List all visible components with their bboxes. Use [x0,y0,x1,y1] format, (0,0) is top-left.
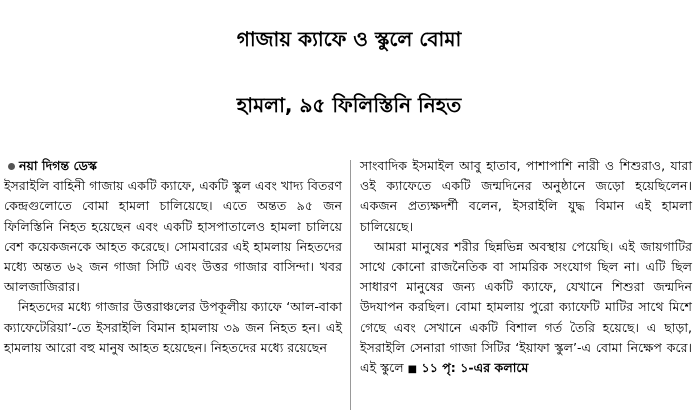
article-left-column [4,156,342,358]
byline [4,156,342,176]
byline-text: নয়া দিগন্ত ডেস্ক [19,158,97,173]
bullet-icon [8,163,15,170]
triangle-icon: ■ [407,364,418,376]
headline-line-1: গাজায় ক্যাফে ও স্কুলে বোমা [236,27,462,51]
paragraph-4 [360,237,692,380]
article-right-column [360,156,692,380]
paragraph-2: নিহতদের মধ্যে গাজার উত্তরাঞ্চলের উপকূলীয় ক্যাফে ‘আল-বাকা ক্যাফেটেরিয়া’-তে ইসরাইলি বিমান হামলায় ৩৯ জন নিহত হন। এই হামলায় আরো বহু মানুষ আহত হয়েছেন। নিহতদের মধ্যে রয়েছেন [4,299,342,355]
continuation-note [408,360,529,375]
paragraph-3: সাংবাদিক ইসমাইল আবু হাতাব, পাশাপাশি নারী ও শিশুরাও, যারা ওই ক্যাফেতে একটি জন্মদিনের অনুষ্ঠানে জড়ো হয়েছিলেন। একজন প্রত্যক্ষদর্শী বলেন, ইসরাইলি যুদ্ধ বিমান এই হামলা চালিয়েছে। [360,158,692,234]
column-divider [350,160,351,410]
paragraph-1: ইসরাইলি বাহিনী গাজায় একটি ক্যাফে, একটি স্কুল এবং খাদ্য বিতরণ কেন্দ্রগুলোতে বোমা হামলা চালিয়েছে। এতে অন্তত ৯৫ জন ফিলিস্তিনি নিহত হয়েছেন এবং একটি হাসপাতালেও হামলা চালিয়ে বেশ কয়েকজনকে আহত করেছে। সোমবারের এই হামলায় নিহতদের মধ্যে অন্তত ৬২ জন গাজা সিটি এবং উত্তর গাজার বাসিন্দা। খবর আলজাজিরার। [4,178,342,295]
paragraph-4-text: আমরা মানুষের শরীর ছিন্নভিন্ন অবস্থায় পেয়েছি। এই জায়গাটির সাথে কোনো রাজনৈতিক বা সামরিক সংযোগ ছিল না। এটি ছিল সাধারণ মানুষের জন্য একটি ক্যাফে, যেখানে শিশুরা জন্মদিন উদযাপন করছিল। বোমা হামলায় পুরো ক্যাফেটি মাটির সাথে মিশে গেছে এবং সেখানে একটি বিশাল গর্ত তৈরি হয়েছে। এ ছাড়া, ইসরাইলি সেনারা গাজা সিটির ‘ইয়াফা স্কুল’-এ বোমা নিক্ষেপ করে। এই স্কুলে [360,238,692,376]
headline [0,6,698,138]
headline-line-2: হামলা, ৯৫ ফিলিস্তিনি নিহত [236,93,462,117]
continuation-text: ১১ পৃ: ১-এর কলামে [421,360,529,376]
